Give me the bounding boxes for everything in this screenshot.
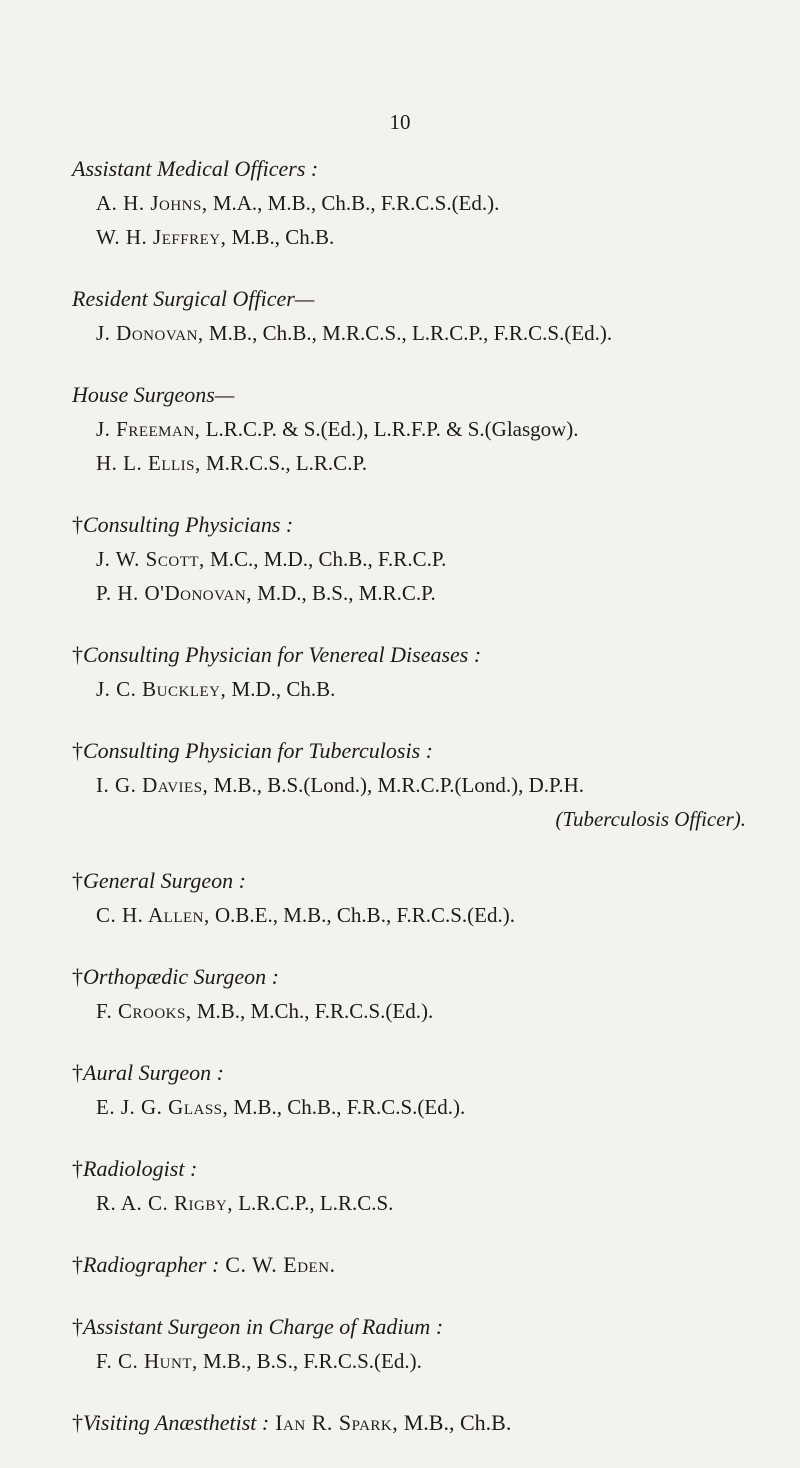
section-heading-text: Consulting Physicians :	[83, 512, 294, 537]
section-heading-text: Aural Surgeon :	[83, 1060, 224, 1085]
section-resident-surgical-officer	[72, 282, 782, 350]
staff-name: C. H. Allen,	[96, 903, 210, 927]
staff-name: F. C. Hunt,	[96, 1349, 198, 1373]
staff-entry	[72, 542, 782, 576]
section-heading	[72, 1310, 782, 1344]
staff-qualifications: M.D., B.S., M.R.C.P.	[251, 581, 436, 605]
staff-qualifications: M.C., M.D., Ch.B., F.R.C.P.	[204, 547, 447, 571]
staff-qualifications: M.D., Ch.B.	[226, 677, 336, 701]
section-heading	[72, 1056, 782, 1090]
staff-name: J. Freeman,	[96, 417, 201, 441]
section-heading-text: Assistant Surgeon in Charge of Radium :	[83, 1314, 444, 1339]
section-consulting-physicians	[72, 508, 782, 610]
staff-entry	[72, 994, 782, 1028]
staff-name: C. W. Eden.	[219, 1252, 336, 1277]
section-radiologist	[72, 1152, 782, 1220]
section-assistant-medical-officers	[72, 152, 782, 254]
staff-entry	[72, 220, 782, 254]
staff-entry	[72, 1186, 782, 1220]
staff-qualifications: M.B., Ch.B.	[398, 1410, 512, 1435]
dagger-mark: †	[72, 964, 83, 989]
staff-name: F. Crooks,	[96, 999, 192, 1023]
staff-name: P. H. O'Donovan,	[96, 581, 252, 605]
staff-qualifications: M.B., B.S., F.R.C.S.(Ed.).	[197, 1349, 422, 1373]
staff-qualifications: L.R.C.P., L.R.C.S.	[232, 1191, 394, 1215]
staff-entry	[72, 186, 782, 220]
section-heading	[72, 1152, 782, 1186]
staff-list	[72, 152, 782, 1468]
staff-qualifications: M.B., B.S.(Lond.), M.R.C.P.(Lond.), D.P.H.	[208, 773, 585, 797]
staff-entry	[72, 768, 782, 802]
section-radiographer	[72, 1248, 782, 1282]
staff-qualifications: M.B., Ch.B., M.R.C.S., L.R.C.P., F.R.C.S.(Ed.).	[203, 321, 613, 345]
staff-name: J. C. Buckley,	[96, 677, 227, 701]
section-heading	[72, 638, 782, 672]
dagger-mark: †	[72, 1252, 83, 1277]
staff-name: H. L. Ellis,	[96, 451, 201, 475]
staff-entry	[72, 1090, 782, 1124]
staff-entry	[72, 316, 782, 350]
section-visiting-anaesthetist	[72, 1406, 782, 1440]
section-heading-text: Consulting Physician for Tuberculosis :	[83, 738, 433, 763]
role-note: (Tuberculosis Officer).	[555, 807, 746, 831]
section-house-surgeons	[72, 378, 782, 480]
dagger-mark: †	[72, 1060, 83, 1085]
section-heading: House Surgeons—	[72, 382, 235, 407]
page-number: 10	[389, 110, 411, 134]
staff-name: I. G. Davies,	[96, 773, 209, 797]
dagger-mark: †	[72, 738, 83, 763]
section-heading	[72, 508, 782, 542]
staff-qualifications: O.B.E., M.B., Ch.B., F.R.C.S.(Ed.).	[209, 903, 515, 927]
section-tuberculosis	[72, 734, 782, 836]
staff-entry	[72, 576, 782, 610]
section-heading-text: Radiographer :	[83, 1252, 220, 1277]
section-heading-text: Visiting Anæsthetist :	[83, 1410, 270, 1435]
staff-entry	[72, 1344, 782, 1378]
section-heading	[72, 960, 782, 994]
staff-entry	[72, 672, 782, 706]
section-venereal-diseases	[72, 638, 782, 706]
section-heading-text: Orthopædic Surgeon :	[83, 964, 279, 989]
staff-qualifications: M.R.C.S., L.R.C.P.	[200, 451, 368, 475]
section-heading	[72, 1248, 782, 1282]
section-heading: Resident Surgical Officer—	[72, 286, 315, 311]
section-heading: Assistant Medical Officers :	[72, 156, 319, 181]
section-heading	[72, 734, 782, 768]
staff-entry	[72, 446, 782, 480]
staff-qualifications: M.B., M.Ch., F.R.C.S.(Ed.).	[191, 999, 434, 1023]
staff-entry	[72, 412, 782, 446]
section-aural-surgeon	[72, 1056, 782, 1124]
staff-qualifications: M.A., M.B., Ch.B., F.R.C.S.(Ed.).	[207, 191, 500, 215]
dagger-mark: †	[72, 642, 83, 667]
section-heading-text: Radiologist :	[83, 1156, 198, 1181]
dagger-mark: †	[72, 1314, 83, 1339]
staff-entry	[72, 898, 782, 932]
dagger-mark: †	[72, 512, 83, 537]
dagger-mark: †	[72, 1410, 83, 1435]
section-heading	[72, 1406, 782, 1440]
staff-name: A. H. Johns,	[96, 191, 208, 215]
staff-qualifications: M.B., Ch.B.	[226, 225, 335, 249]
staff-name: J. Donovan,	[96, 321, 204, 345]
section-orthopaedic-surgeon	[72, 960, 782, 1028]
staff-name: W. H. Jeffrey,	[96, 225, 227, 249]
staff-name: Ian R. Spark,	[269, 1410, 399, 1435]
dagger-mark: †	[72, 1156, 83, 1181]
dagger-mark: †	[72, 868, 83, 893]
staff-name: R. A. C. Rigby,	[96, 1191, 233, 1215]
section-heading-text: Consulting Physician for Venereal Diseases :	[83, 642, 482, 667]
staff-name: E. J. G. Glass,	[96, 1095, 229, 1119]
staff-name: J. W. Scott,	[96, 547, 205, 571]
section-heading	[72, 864, 782, 898]
staff-qualifications: L.R.C.P. & S.(Ed.), L.R.F.P. & S.(Glasgow).	[200, 417, 579, 441]
section-heading-text: General Surgeon :	[83, 868, 246, 893]
section-general-surgeon	[72, 864, 782, 932]
section-radium-surgeon	[72, 1310, 782, 1378]
staff-qualifications: M.B., Ch.B., F.R.C.S.(Ed.).	[228, 1095, 466, 1119]
